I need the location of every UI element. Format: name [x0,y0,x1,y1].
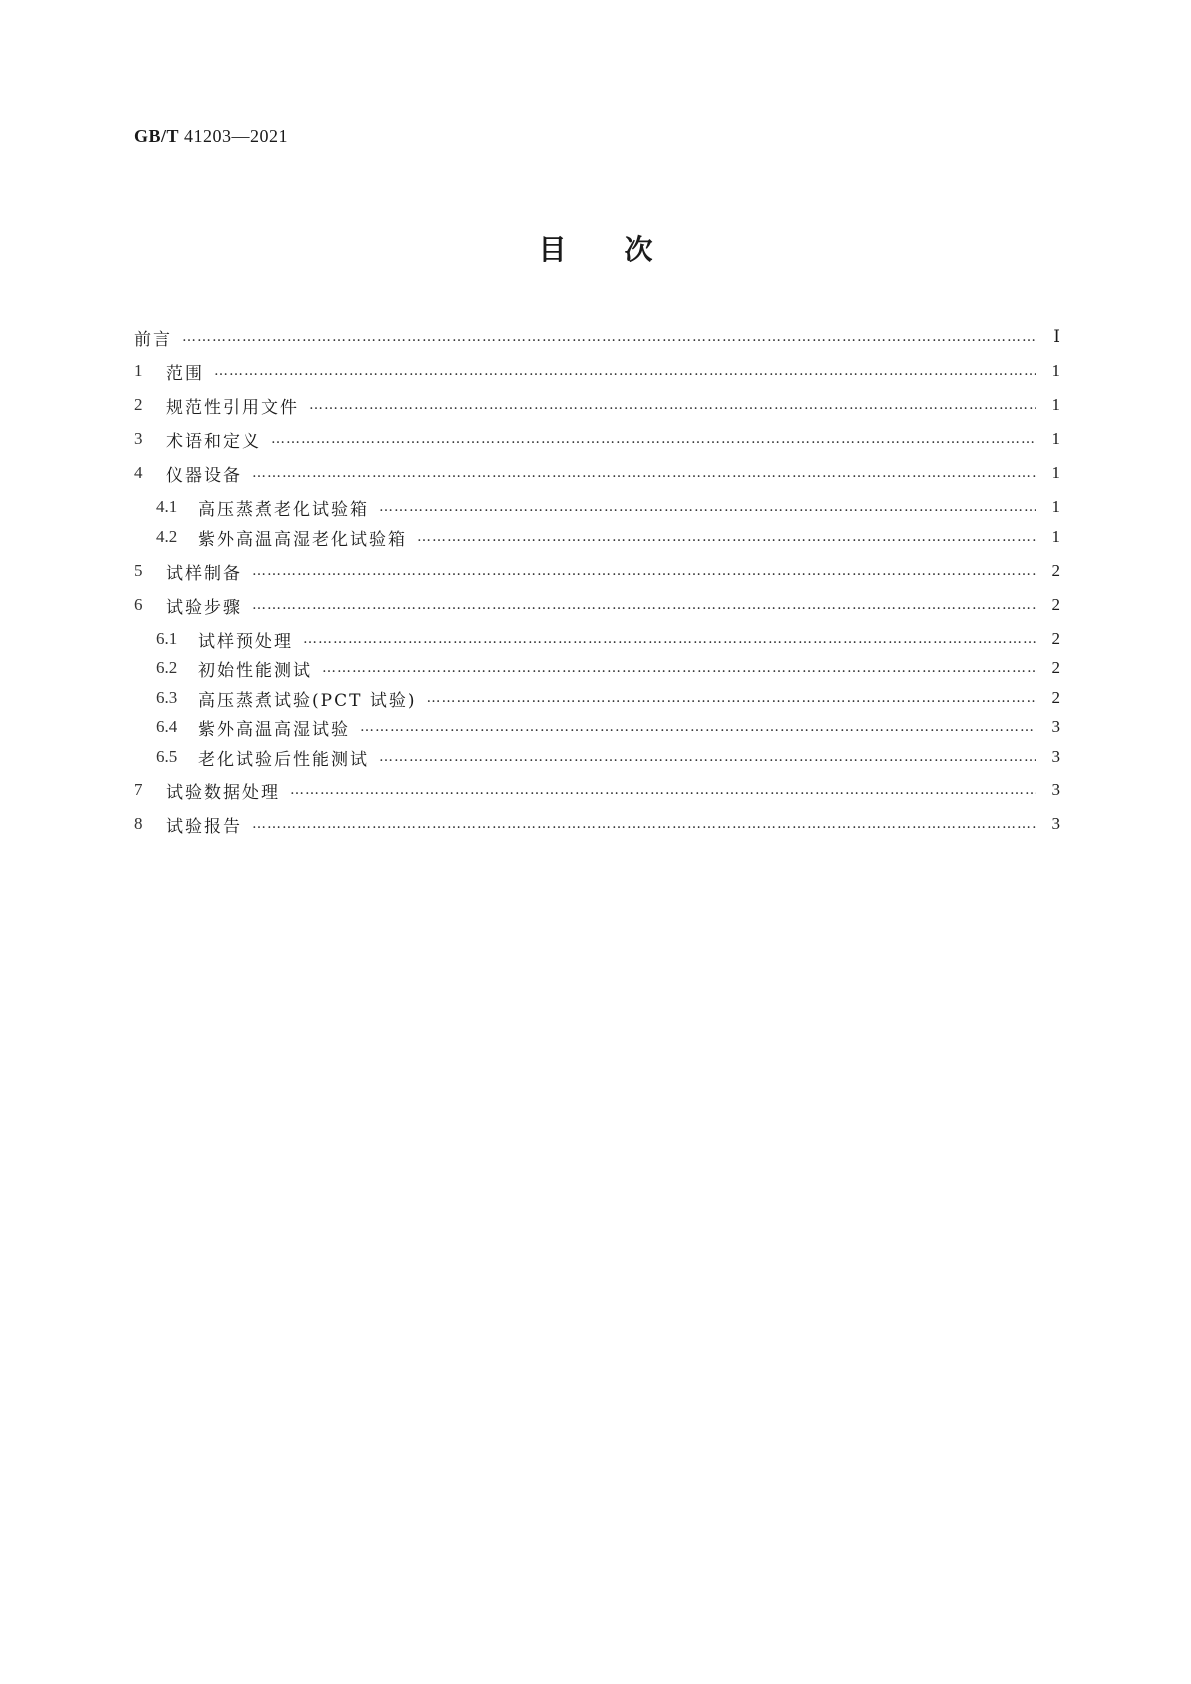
standard-prefix: GB/T [134,126,180,146]
toc-entry[interactable] [134,744,1060,770]
toc-entry[interactable] [134,426,1060,452]
toc-entry[interactable] [134,592,1060,618]
toc-entry[interactable] [134,358,1060,384]
toc-entry-number: 6.2 [156,658,178,677]
toc-entry-label: 老化试验后性能测试 [198,749,369,770]
toc-entry-label: 范围 [166,363,204,384]
toc-entry-number: 1 [134,361,143,380]
toc-entry[interactable] [134,714,1060,740]
toc-dot-leader [379,744,1036,770]
toc-entry-page-number: 1 [1051,395,1060,414]
toc-entry-page-number: 1 [1051,361,1060,380]
toc-dot-leader [252,558,1036,584]
toc-entry-number: 4.2 [156,527,178,546]
toc-entry-page-number: 2 [1051,561,1060,580]
toc-entry-number: 6.4 [156,717,178,736]
toc-entry-label: 试验步骤 [166,597,242,618]
toc-dot-leader [426,685,1036,711]
toc-entry-number: 6.1 [156,629,178,648]
toc-entry-label: 紫外高温高湿老化试验箱 [198,529,407,550]
toc-entry[interactable] [134,460,1060,486]
toc-entry-label: 紫外高温高湿试验 [198,719,350,740]
toc-entry-number: 5 [134,561,143,580]
toc-entry-page-number: 2 [1051,595,1060,614]
toc-dot-leader [322,655,1036,681]
toc-dot-leader [417,524,1036,550]
toc-entry[interactable] [134,558,1060,584]
toc-dot-leader [252,811,1036,837]
toc-entry-number: 3 [134,429,143,448]
standard-number: 41203—2021 [184,126,289,146]
toc-entry-page-number: 3 [1051,780,1060,799]
toc-dot-leader [182,324,1036,350]
toc-entry-label: 仪器设备 [166,465,242,486]
toc-entry-number: 8 [134,814,143,833]
toc-entry-label: 试样制备 [166,563,242,584]
toc-entry[interactable] [134,324,1060,350]
toc-entry[interactable] [134,655,1060,681]
toc-entry-number: 2 [134,395,143,414]
toc-entry[interactable] [134,685,1060,711]
toc-entry-page-number: 2 [1051,688,1060,707]
toc-entry-number: 4.1 [156,497,178,516]
toc-entry[interactable] [134,777,1060,803]
toc-dot-leader [360,714,1036,740]
toc-entry-label: 前言 [134,329,172,350]
toc-entry-label: 高压蒸煮老化试验箱 [198,499,369,520]
toc-entry-number: 6.5 [156,747,178,766]
toc-entry-label: 术语和定义 [166,431,261,452]
toc-dot-leader [252,460,1036,486]
toc-entry-number: 4 [134,463,143,482]
toc-entry-page-number: Ⅰ [1053,327,1060,346]
toc-entry-page-number: 1 [1051,463,1060,482]
toc-entry-label: 初始性能测试 [198,660,312,681]
toc-dot-leader [303,626,1036,652]
toc-entry[interactable] [134,392,1060,418]
toc-dot-leader [309,392,1036,418]
toc-entry[interactable] [134,494,1060,520]
toc-entry-page-number: 3 [1051,747,1060,766]
toc-entry-page-number: 2 [1051,658,1060,677]
toc-dot-leader [290,777,1036,803]
toc-entry-page-number: 3 [1051,814,1060,833]
toc-dot-leader [252,592,1036,618]
toc-entry-page-number: 1 [1051,429,1060,448]
toc-entry-page-number: 1 [1051,527,1060,546]
toc-entry-page-number: 2 [1051,629,1060,648]
toc-entry-label: 规范性引用文件 [166,397,299,418]
toc-dot-leader [379,494,1036,520]
toc-entry-label: 试验报告 [166,816,242,837]
toc-entry-page-number: 3 [1051,717,1060,736]
toc-entry-label: 试验数据处理 [166,782,280,803]
toc-entry-label: 高压蒸煮试验(PCT 试验) [198,690,417,711]
toc-entry[interactable] [134,524,1060,550]
toc-entry[interactable] [134,811,1060,837]
toc-entry-number: 7 [134,780,143,799]
toc-title: 目次 [538,233,711,266]
toc-entry-number: 6 [134,595,143,614]
standard-identifier [134,126,288,147]
toc-dot-leader [271,426,1036,452]
toc-entry-number: 6.3 [156,688,178,707]
toc-entry-page-number: 1 [1051,497,1060,516]
toc-dot-leader [214,358,1036,384]
toc-entry-label: 试样预处理 [198,631,293,652]
toc-entry[interactable] [134,626,1060,652]
